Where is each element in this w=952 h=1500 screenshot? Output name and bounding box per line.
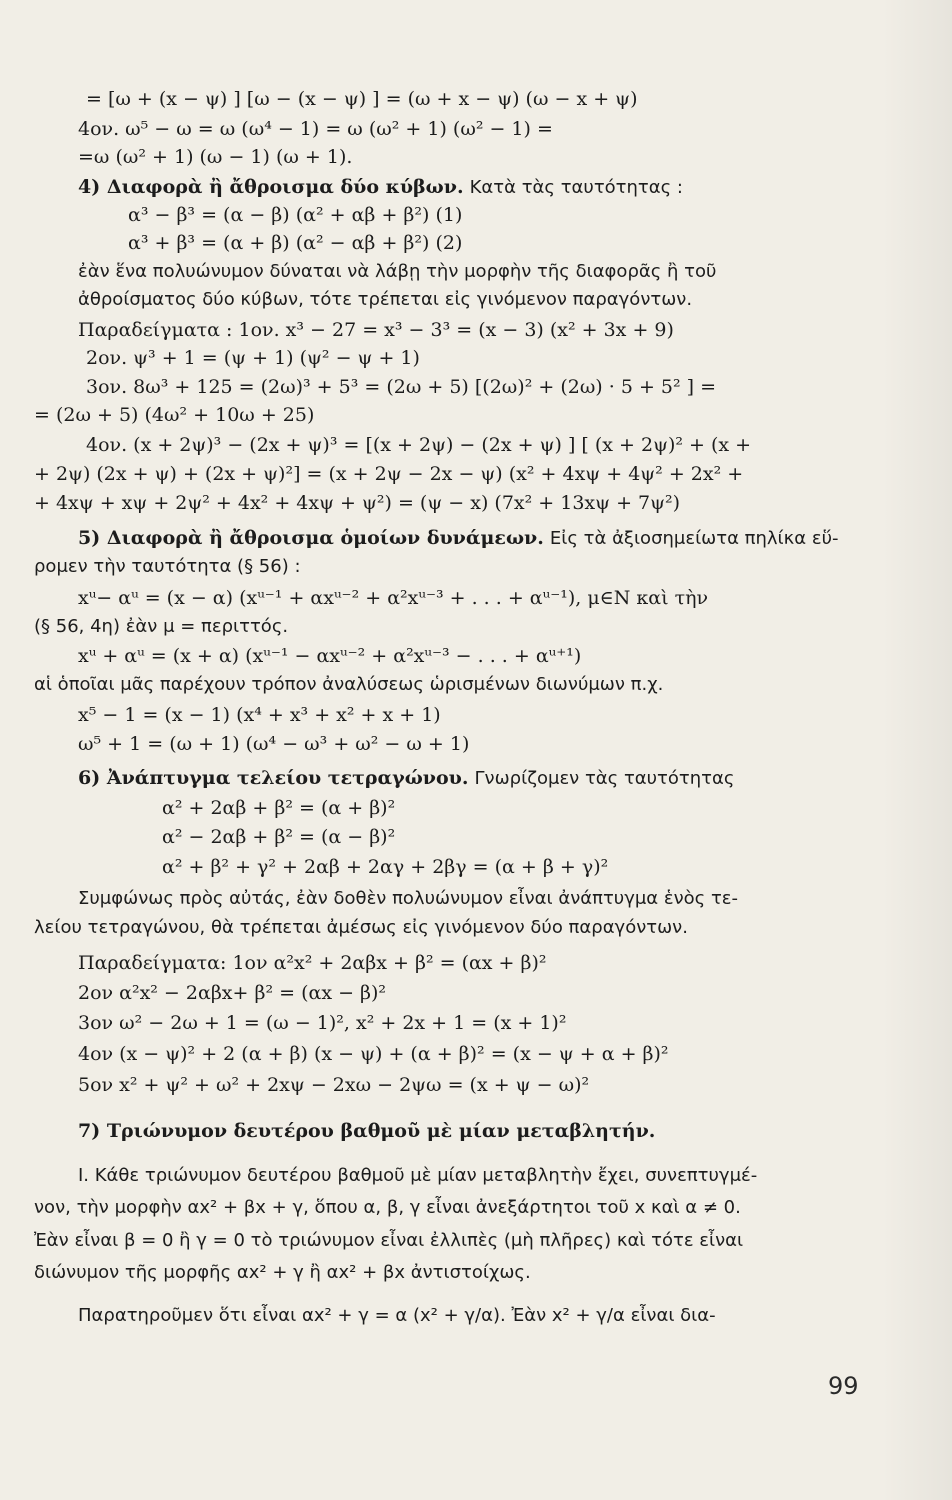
example-line: 2ον. ψ³ + 1 = (ψ + 1) (ψ² − ψ + 1) — [86, 347, 420, 369]
example-line: + 2ψ) (2x + ψ) + (2x + ψ)²] = (x + 2ψ − 2x − ψ) (x² + 4xψ + 4ψ² + 2x² + — [34, 463, 744, 485]
section-heading: 6) Ἀνάπτυγμα τελείου τετραγώνου. — [78, 767, 469, 789]
text-line: Παρατηροῦμεν ὅτι εἶναι αx² + γ = α (x² + γ/α). Ἐὰν x² + γ/α εἶναι δια- — [78, 1305, 716, 1326]
text-line: = [ω + (x − ψ) ] [ω − (x − ψ) ] = (ω + x − ψ) (ω − x + ψ) — [86, 88, 638, 110]
identity-line: x⁵ − 1 = (x − 1) (x⁴ + x³ + x² + x + 1) — [78, 704, 441, 726]
identity-line: α² + β² + γ² + 2αβ + 2αγ + 2βγ = (α + β + γ)² — [162, 856, 609, 878]
facing-page-shadow — [882, 0, 952, 1500]
text-line: αἱ ὁποῖαι μᾶς παρέχουν τρόπον ἀναλύσεως ὡρισμένων διωνύμων π.χ. — [34, 674, 664, 695]
section-heading: 5) Διαφορὰ ἢ ἄθροισμα ὁμοίων δυνάμεων. — [78, 527, 544, 549]
example-line: Παραδείγματα: 1ον α²x² + 2αβx + β² = (αx + β)² — [78, 952, 547, 974]
text-line: ἀθροίσματος δύο κύβων, τότε τρέπεται εἰς γινόμενον παραγόντων. — [78, 289, 693, 310]
section-5-line — [78, 525, 838, 552]
page-number: 99 — [828, 1372, 859, 1400]
section-heading: 4) Διαφορὰ ἢ ἄθροισμα δύο κύβων. — [78, 176, 464, 198]
identity-line: α³ − β³ = (α − β) (α² + αβ + β²) (1) — [128, 204, 463, 226]
section-6-line — [78, 765, 734, 792]
identity-line: α² + 2αβ + β² = (α + β)² — [162, 797, 396, 819]
text-line: 4ον. ω⁵ − ω = ω (ω⁴ − 1) = ω (ω² + 1) (ω² − 1) = — [78, 118, 553, 140]
example-line: Παραδείγματα : 1ον. x³ − 27 = x³ − 3³ = (x − 3) (x² + 3x + 9) — [78, 319, 674, 341]
example-line: 4ον. (x + 2ψ)³ − (2x + ψ)³ = [(x + 2ψ) − (2x + ψ) ] [ (x + 2ψ)² + (x + — [86, 434, 752, 456]
text-run: Εἰς τὰ ἀξιοσημείωτα πηλίκα εὕ- — [549, 528, 839, 549]
example-line: = (2ω + 5) (4ω² + 10ω + 25) — [34, 404, 315, 426]
text-line: λείου τετραγώνου, θὰ τρέπεται ἀμέσως εἰς γινόμενον δύο παραγόντων. — [34, 917, 688, 938]
example-line: + 4xψ + xψ + 2ψ² + 4x² + 4xψ + ψ²) = (ψ − x) (7x² + 13xψ + 7ψ²) — [34, 492, 681, 514]
text-line: =ω (ω² + 1) (ω − 1) (ω + 1). — [78, 146, 353, 168]
identity-line: ω⁵ + 1 = (ω + 1) (ω⁴ − ω³ + ω² − ω + 1) — [78, 733, 470, 755]
identity-line: xᵘ + αᵘ = (x + α) (xᵘ⁻¹ − αxᵘ⁻² + α²xᵘ⁻³ − . . . + αᵘ⁺¹) — [78, 645, 582, 667]
example-line: 2ον α²x² − 2αβx+ β² = (αx − β)² — [78, 982, 387, 1004]
identity-line: xᵘ− αᵘ = (x − α) (xᵘ⁻¹ + αxᵘ⁻² + α²xᵘ⁻³ + . . . + αᵘ⁻¹), μ∈N καὶ τὴν — [78, 587, 709, 609]
text-line: ἐὰν ἕνα πολυώνυμον δύναται νὰ λάβῃ τὴν μορφὴν τῆς διαφορᾶς ἢ τοῦ — [78, 261, 717, 282]
text-run: Γνωρίζομεν τὰς ταυτότητας — [474, 768, 735, 789]
text-line: ρομεν τὴν ταυτότητα (§ 56) : — [34, 556, 301, 577]
text-line: Συμφώνως πρὸς αὐτάς, ἐὰν δοθὲν πολυώνυμον εἶναι ἀνάπτυγμα ἑνὸς τε- — [78, 888, 739, 909]
text-line: διώνυμον τῆς μορφῆς αx² + γ ἢ αx² + βx ἀντιστοίχως. — [34, 1262, 531, 1283]
text-line: I. Κάθε τριώνυμον δευτέρου βαθμοῦ μὲ μίαν μεταβλητὴν ἔχει, συνεπτυγμέ- — [78, 1165, 758, 1186]
text-line: (§ 56, 4η) ἐὰν μ = περιττός. — [34, 616, 289, 637]
identity-line: α² − 2αβ + β² = (α − β)² — [162, 826, 396, 848]
text-line: νον, τὴν μορφὴν αx² + βx + γ, ὅπου α, β, γ εἶναι ἀνεξάρτητοι τοῦ x καὶ α ≠ 0. — [34, 1197, 741, 1218]
example-line: 3ον ω² − 2ω + 1 = (ω − 1)², x² + 2x + 1 = (x + 1)² — [78, 1012, 567, 1034]
text-line: Ἐὰν εἶναι β = 0 ἢ γ = 0 τὸ τριώνυμον εἶναι ἐλλιπὲς (μὴ πλῆρες) καὶ τότε εἶναι — [34, 1230, 744, 1251]
text-run: Κατὰ τὰς ταυτότητας : — [469, 177, 683, 198]
identity-line: α³ + β³ = (α + β) (α² − αβ + β²) (2) — [128, 232, 463, 254]
example-line: 5ον x² + ψ² + ω² + 2xψ − 2xω − 2ψω = (x + ψ − ω)² — [78, 1074, 590, 1096]
example-line: 4ον (x − ψ)² + 2 (α + β) (x − ψ) + (α + β)² = (x − ψ + α + β)² — [78, 1043, 669, 1065]
example-line: 3ον. 8ω³ + 125 = (2ω)³ + 5³ = (2ω + 5) [(2ω)² + (2ω) · 5 + 5² ] = — [86, 376, 717, 398]
section-heading: 7) Τριώνυμον δευτέρου βαθμοῦ μὲ μίαν μεταβλητήν. — [78, 1120, 656, 1142]
section-4-line — [78, 174, 683, 201]
